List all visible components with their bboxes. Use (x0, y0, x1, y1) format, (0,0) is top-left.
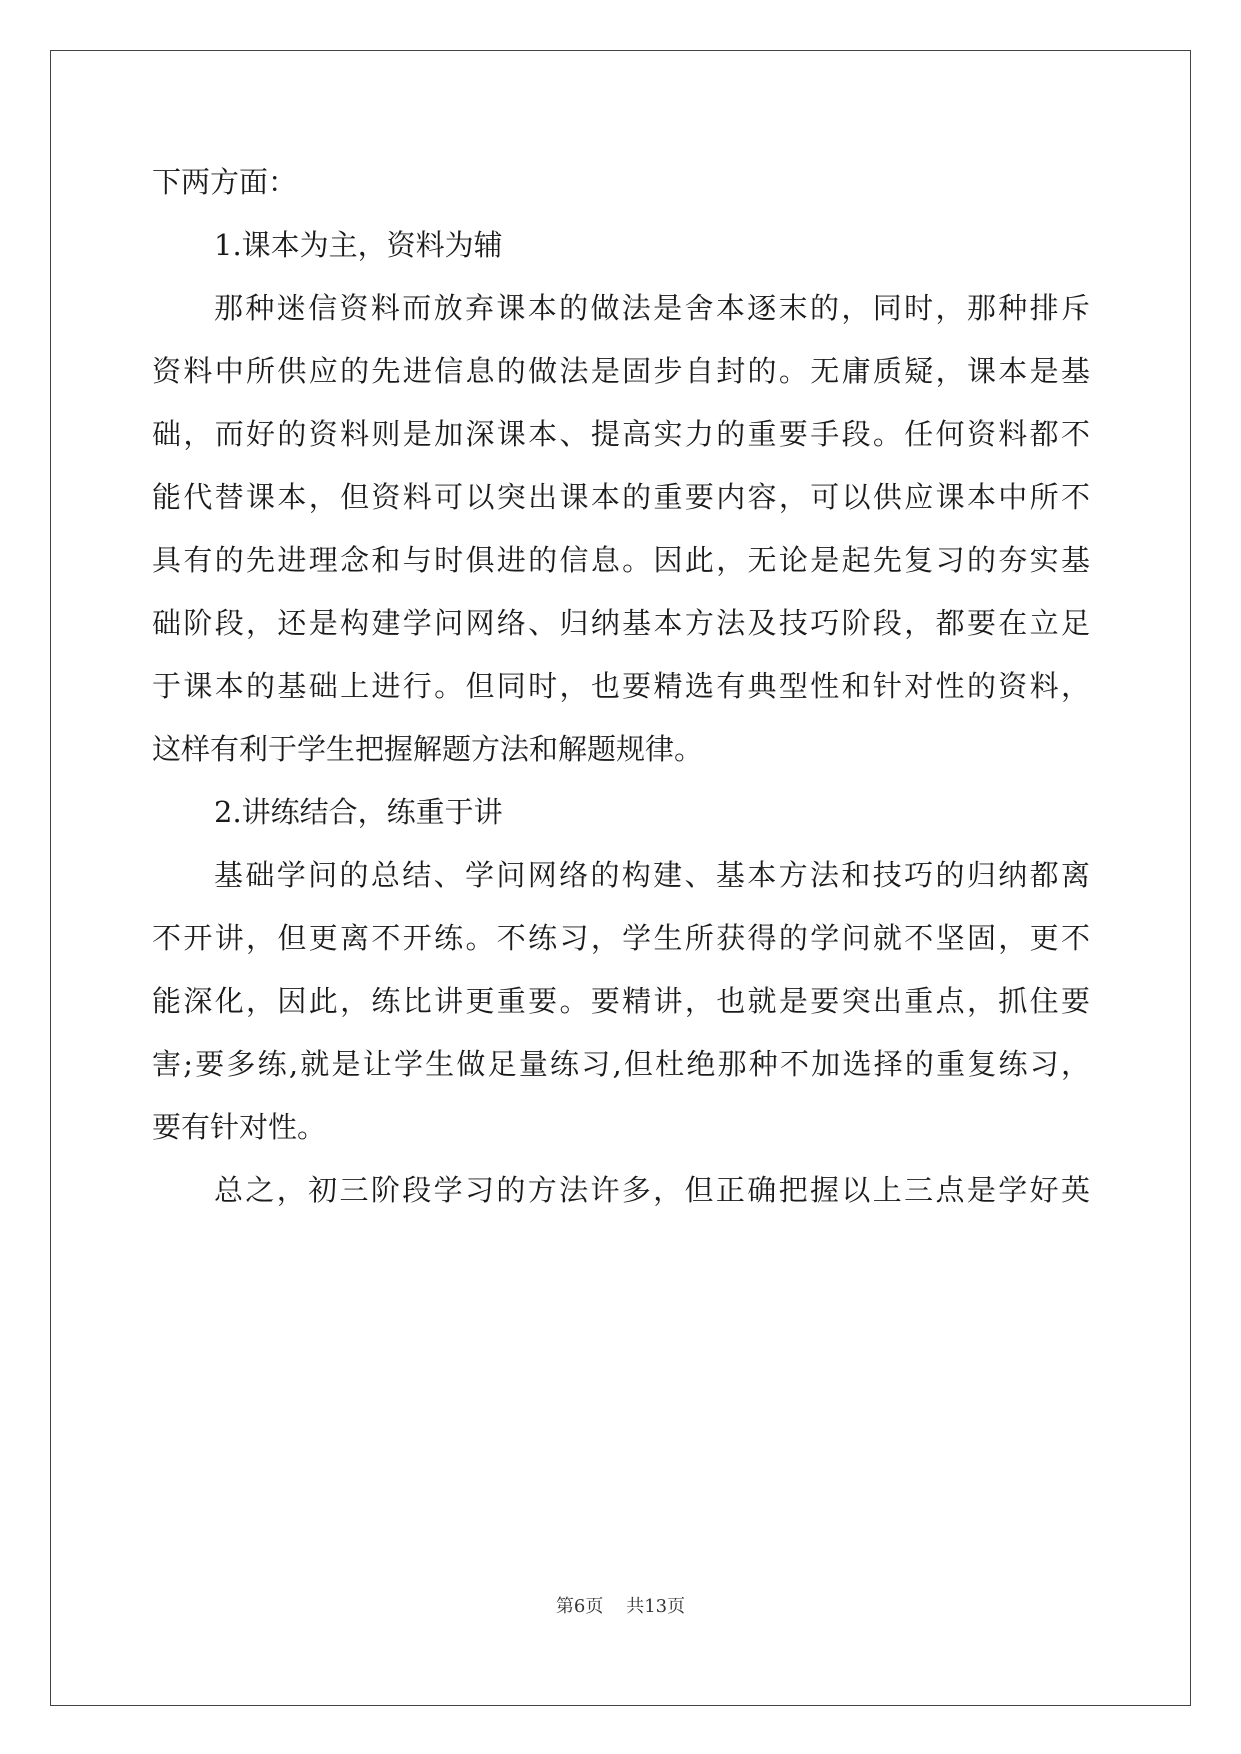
page-number: 第6页 (555, 1596, 604, 1617)
text-line-13: 不开讲，但更离不开练。不练习，学生所获得的学问就不坚固，更不 (152, 921, 1090, 955)
text-line-9: 于课本的基础上进行。但同时，也要精选有典型性和针对性的资料， (152, 669, 1090, 703)
text-line-1: 下两方面： (152, 165, 298, 199)
text-line-12: 基础学问的总结、学问网络的构建、基本方法和技巧的归纳都离 (214, 858, 1090, 892)
page-footer (0, 1595, 1241, 1619)
page-total: 共13页 (626, 1596, 686, 1617)
text-line-8: 础阶段，还是构建学问网络、归纳基本方法及技巧阶段，都要在立足 (152, 606, 1090, 640)
text-line-14: 能深化，因此，练比讲更重要。要精讲，也就是要突出重点，抓住要 (152, 984, 1090, 1018)
text-line-4: 资料中所供应的先进信息的做法是固步自封的。无庸质疑，课本是基 (152, 354, 1090, 388)
text-line-16: 要有针对性。 (152, 1110, 327, 1144)
section-heading-2: 2.讲练结合，练重于讲 (214, 795, 503, 829)
text-line-6: 能代替课本，但资料可以突出课本的重要内容，可以供应课本中所不 (152, 480, 1090, 514)
text-line-3: 那种迷信资料而放弃课本的做法是舍本逐末的，同时，那种排斥 (214, 291, 1090, 325)
text-line-10: 这样有利于学生把握解题方法和解题规律。 (152, 732, 704, 766)
text-line-5: 础，而好的资料则是加深课本、提高实力的重要手段。任何资料都不 (152, 417, 1090, 451)
text-line-7: 具有的先进理念和与时俱进的信息。因此，无论是起先复习的夯实基 (152, 543, 1090, 577)
section-heading-1: 1.课本为主，资料为辅 (214, 228, 503, 262)
text-line-15: 害;要多练,就是让学生做足量练习,但杜绝那种不加选择的重复练习， (152, 1047, 1090, 1081)
text-line-17: 总之，初三阶段学习的方法许多，但正确把握以上三点是学好英 (214, 1173, 1090, 1207)
